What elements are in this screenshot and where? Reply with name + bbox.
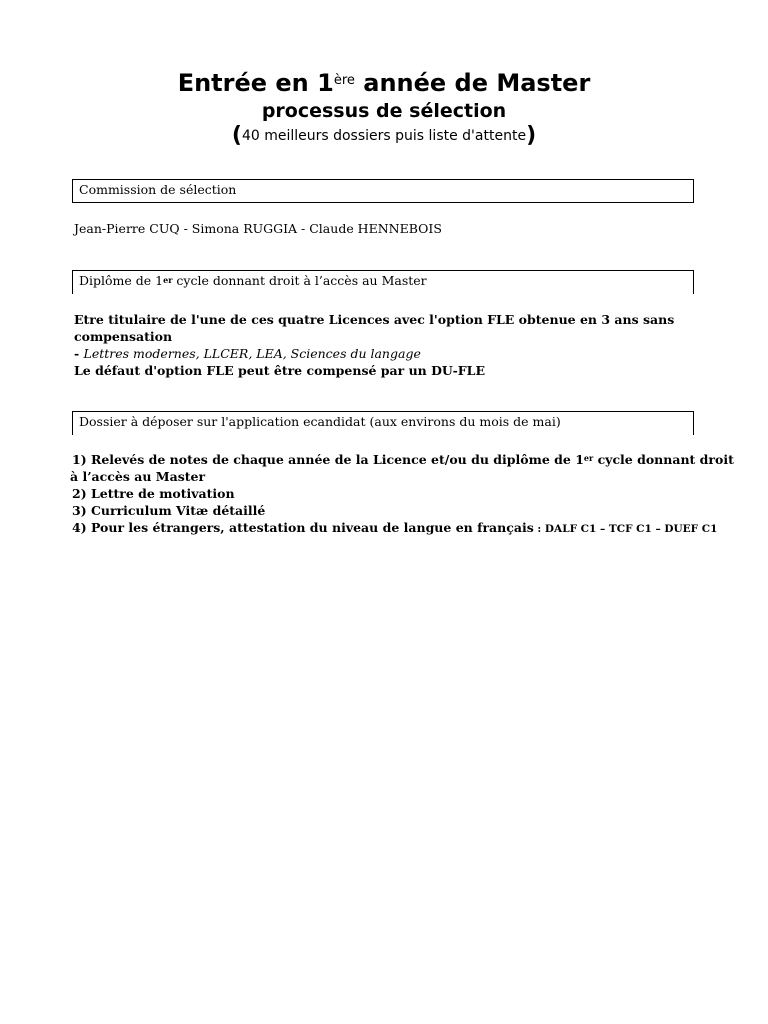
title-text-end: année de Master: [354, 69, 591, 97]
title-text-start: Entrée en 1: [177, 69, 334, 97]
selection-note: [0, 124, 768, 148]
diplome-heading: [79, 273, 427, 288]
list-dash: -: [74, 346, 84, 361]
diplome-heading-start: Diplôme de 1: [79, 273, 164, 288]
list-item: à l’accès au Master: [70, 469, 206, 484]
dossier-heading: Dossier à déposer sur l'application ecandidat (aux environs du mois de mai): [79, 414, 561, 429]
licence-names: Lettres modernes, LLCER, LEA, Sciences du langage: [83, 346, 421, 361]
list-item: [72, 451, 734, 468]
diplome-heading-sup: er: [163, 275, 173, 285]
selection-note-text: 40 meilleurs dossiers puis liste d'attente: [241, 128, 527, 144]
language-certificates: : DALF C1 – TCF C1 – DUEF C1: [533, 523, 718, 535]
dossier-heading-box: [72, 411, 694, 435]
item1-start: 1) Relevés de notes de chaque année de la Licence et/ou du diplôme de 1: [72, 452, 584, 467]
commission-members: Jean-Pierre CUQ - Simona RUGGIA - Claude HENNEBOIS: [74, 221, 442, 236]
title-superscript: ère: [333, 73, 355, 88]
list-item: 3) Curriculum Vitæ détaillé: [72, 503, 266, 518]
diplome-requirement-line2: compensation: [74, 329, 173, 344]
item1-end: cycle donnant droit: [593, 452, 734, 467]
commission-heading-box: [72, 179, 694, 203]
commission-heading: Commission de sélection: [79, 182, 237, 197]
diplome-requirement-line1: Etre titulaire de l'une de ces quatre Licences avec l'option FLE obtenue en 3 ans sans: [74, 312, 675, 327]
item1-sup: er: [583, 453, 594, 463]
diplome-licence-list: [74, 345, 421, 362]
page-title: [0, 68, 768, 98]
title-block: [0, 68, 768, 148]
page-subtitle: processus de sélection: [261, 100, 507, 122]
close-paren: ): [526, 123, 537, 148]
diplome-fle-note: Le défaut d'option FLE peut être compensé par un DU-FLE: [74, 363, 485, 378]
item4-text: 4) Pour les étrangers, attestation du niveau de langue en français: [72, 520, 534, 535]
dossier-list: [70, 451, 734, 538]
list-item: 2) Lettre de motivation: [72, 486, 235, 501]
diplome-heading-end: cycle donnant droit à l’accès au Master: [172, 273, 427, 288]
open-paren: (: [231, 123, 242, 148]
list-item: [72, 519, 718, 538]
diplome-heading-box: [72, 270, 694, 294]
